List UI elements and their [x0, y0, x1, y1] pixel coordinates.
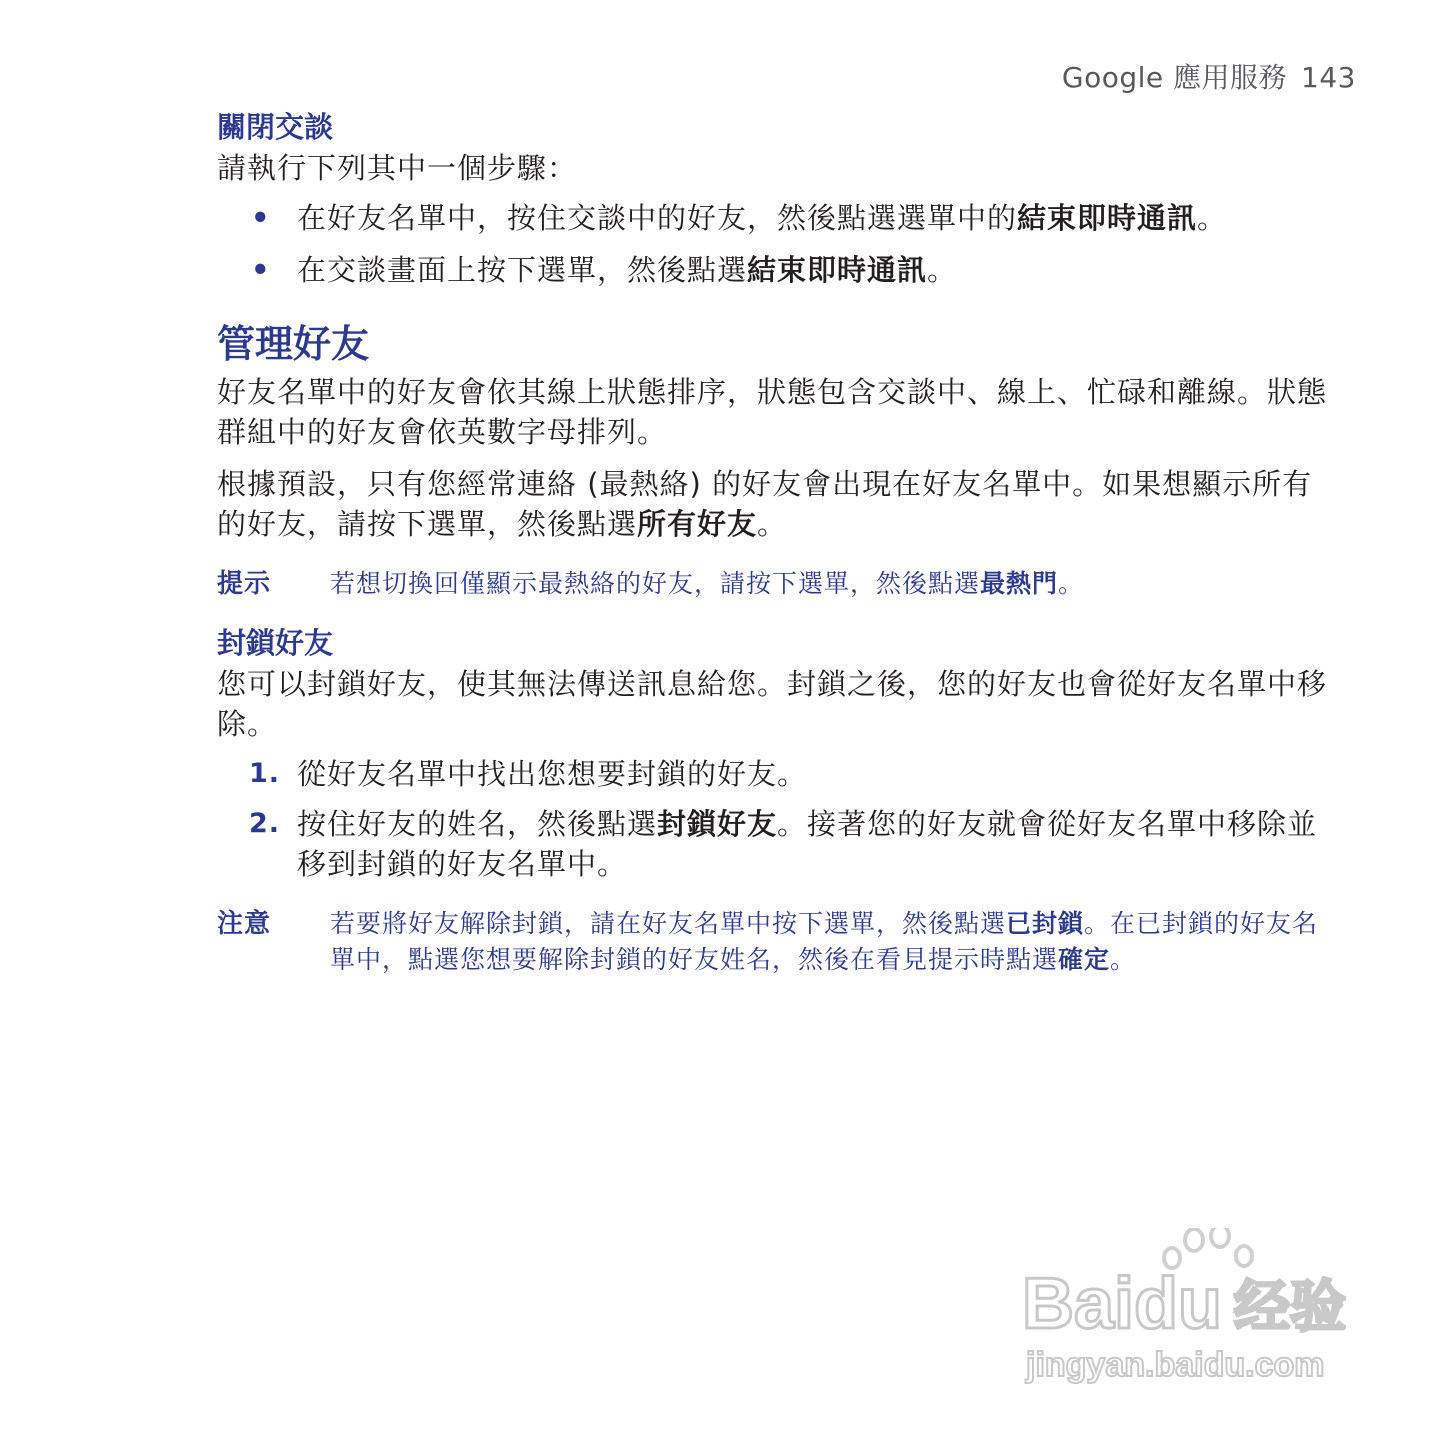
step-item: [217, 754, 1332, 794]
step-number: 1.: [249, 758, 281, 789]
note-box: [217, 906, 1332, 978]
baidu-watermark-logo: [1022, 1228, 1362, 1388]
page-number: 143: [1301, 61, 1356, 94]
main-content: [217, 108, 1332, 978]
bullet-text: 在交談畫面上按下選單，然後點選: [297, 253, 748, 287]
close-chat-bullets: [217, 198, 1332, 290]
note-label: 注意: [217, 909, 272, 939]
bullet-text: 在好友名單中，按住交談中的好友，然後點選選單中的: [297, 201, 1018, 235]
tip-box: [217, 566, 1332, 602]
step-item: [217, 804, 1332, 884]
close-chat-intro: 請執行下列其中一個步驟：: [217, 151, 578, 185]
note-bold-2: 確定: [1058, 945, 1111, 974]
step-text: 從好友名單中找出您想要封鎖的好友。: [297, 757, 808, 791]
section-heading-block-friends: 封鎖好友: [217, 626, 334, 660]
note-text: 若要將好友解除封鎖，請在好友名單中按下選單，然後點選: [330, 909, 1007, 938]
note-bold-1: 已封鎖: [1006, 909, 1085, 938]
manage-para-1: 好友名單中的好友會依其線上狀態排序，狀態包含交談中、線上、忙碌和離線。狀態群組中的好友會依英數字母排列。: [217, 375, 1328, 449]
header-title: Google 應用服務: [1061, 61, 1288, 94]
bullet-item: [217, 198, 1332, 238]
bullet-icon: •: [251, 253, 271, 287]
running-header: [1062, 56, 1356, 96]
step-text: 按住好友的姓名，然後點選: [297, 807, 658, 841]
section-heading-close-chat: 關閉交談: [217, 110, 334, 144]
bullet-icon: •: [251, 201, 271, 235]
bullet-bold-text: 結束即時通訊: [747, 253, 928, 287]
tip-bold: 最熱門: [980, 569, 1059, 598]
step-bold: 封鎖好友: [657, 807, 778, 841]
bullet-item: [217, 250, 1332, 290]
manage-para-2-bold: 所有好友: [637, 507, 758, 541]
step-end: 。接著您的好友就會從好友名單中移除並移到封鎖的好友名單中。: [297, 807, 1318, 881]
bullet-bold-text: 結束即時通訊: [1017, 201, 1198, 235]
bullet-end: 。: [927, 253, 958, 287]
tip-text: 若想切換回僅顯示最熱絡的好友，請按下選單，然後點選: [330, 569, 981, 598]
manage-para-2-text: 根據預設，只有您經常連絡 (最熱絡) 的好友會出現在好友名單中。如果想顯示所有的好友，請按下選單，然後點選: [217, 467, 1313, 541]
manage-para-2-end: 。: [757, 507, 788, 541]
watermark-url: jingyan.baidu.com: [1026, 1346, 1325, 1384]
bullet-end: 。: [1197, 201, 1228, 235]
watermark-brand: Baidu: [1022, 1264, 1223, 1344]
tip-label: 提示: [217, 569, 272, 599]
section-heading-manage-friends: 管理好友: [217, 322, 370, 366]
note-end: 。: [1110, 945, 1137, 974]
block-steps: [217, 754, 1332, 884]
manage-para-2: [217, 464, 1332, 544]
step-number: 2.: [249, 808, 281, 839]
block-intro: 您可以封鎖好友，使其無法傳送訊息給您。封鎖之後，您的好友也會從好友名單中移除。: [217, 667, 1328, 741]
note-mid: 。在已封鎖的好友名單中，點選您想要解除封鎖的好友姓名，然後在看見提示時點選: [330, 909, 1319, 974]
watermark-cn: 经验: [1234, 1275, 1346, 1340]
tip-end: 。: [1058, 569, 1085, 598]
